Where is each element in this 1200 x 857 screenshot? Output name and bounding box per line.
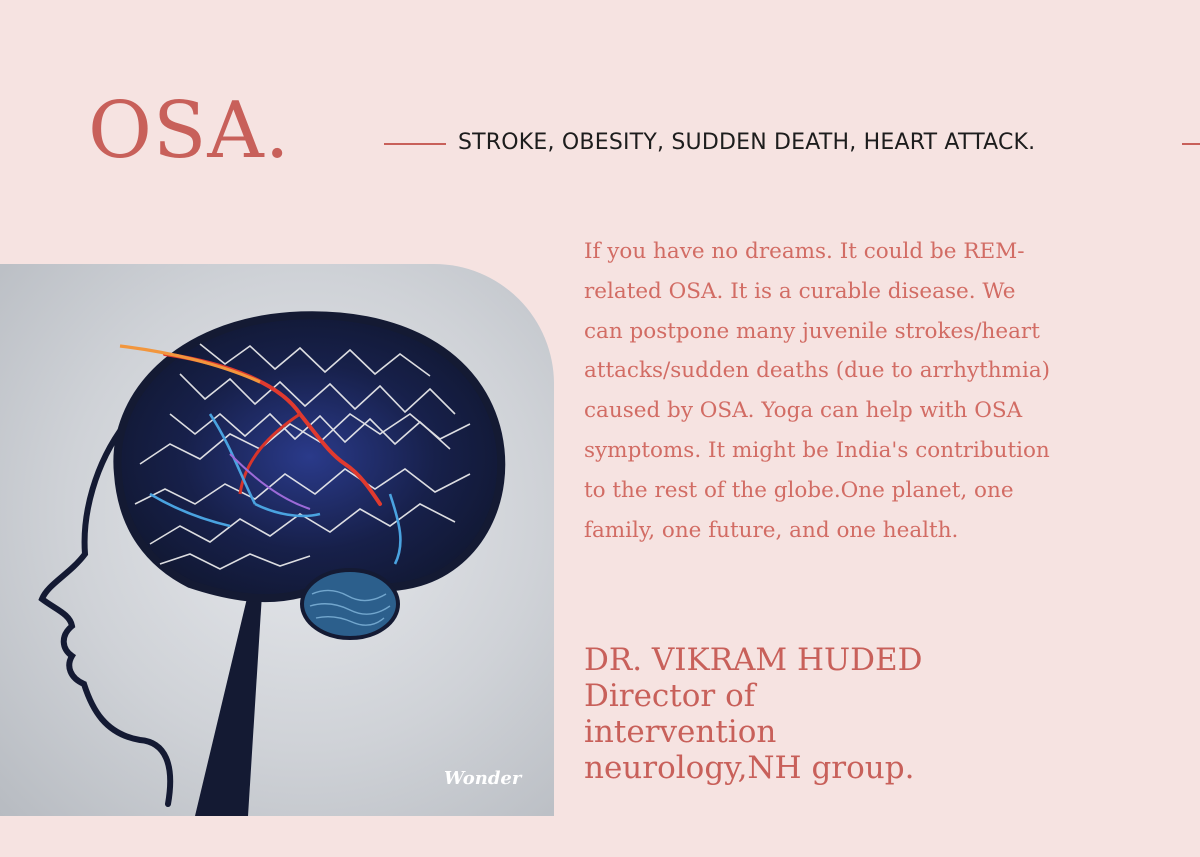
author-role-line-3: neurology,NH group.	[584, 750, 915, 786]
tagline-row	[384, 128, 1200, 162]
tagline-divider-right	[1182, 143, 1200, 145]
author-block	[584, 642, 1144, 786]
author-name: DR. VIKRAM HUDED	[584, 642, 923, 678]
author-role-line-1: Director of	[584, 678, 756, 714]
tagline-divider-left	[384, 143, 446, 145]
page-title: OSA.	[88, 86, 291, 176]
tagline: STROKE, OBESITY, SUDDEN DEATH, HEART ATTACK.	[458, 130, 1036, 155]
author-role-line-2: intervention	[584, 714, 777, 750]
body-paragraph: If you have no dreams. It could be REM-related OSA. It is a curable disease. We can postpone many juvenile strokes/heart attacks/sudden deaths (due to arrhythmia) caused by OSA. Yoga can help with OSA symptoms. It might be India's contribution to the rest of the globe.One planet, one family, one future, and one health.	[584, 239, 1051, 543]
image-watermark: Wonder	[444, 768, 522, 789]
brain-image-panel	[0, 264, 554, 816]
brain-head-illustration-icon	[0, 264, 554, 816]
